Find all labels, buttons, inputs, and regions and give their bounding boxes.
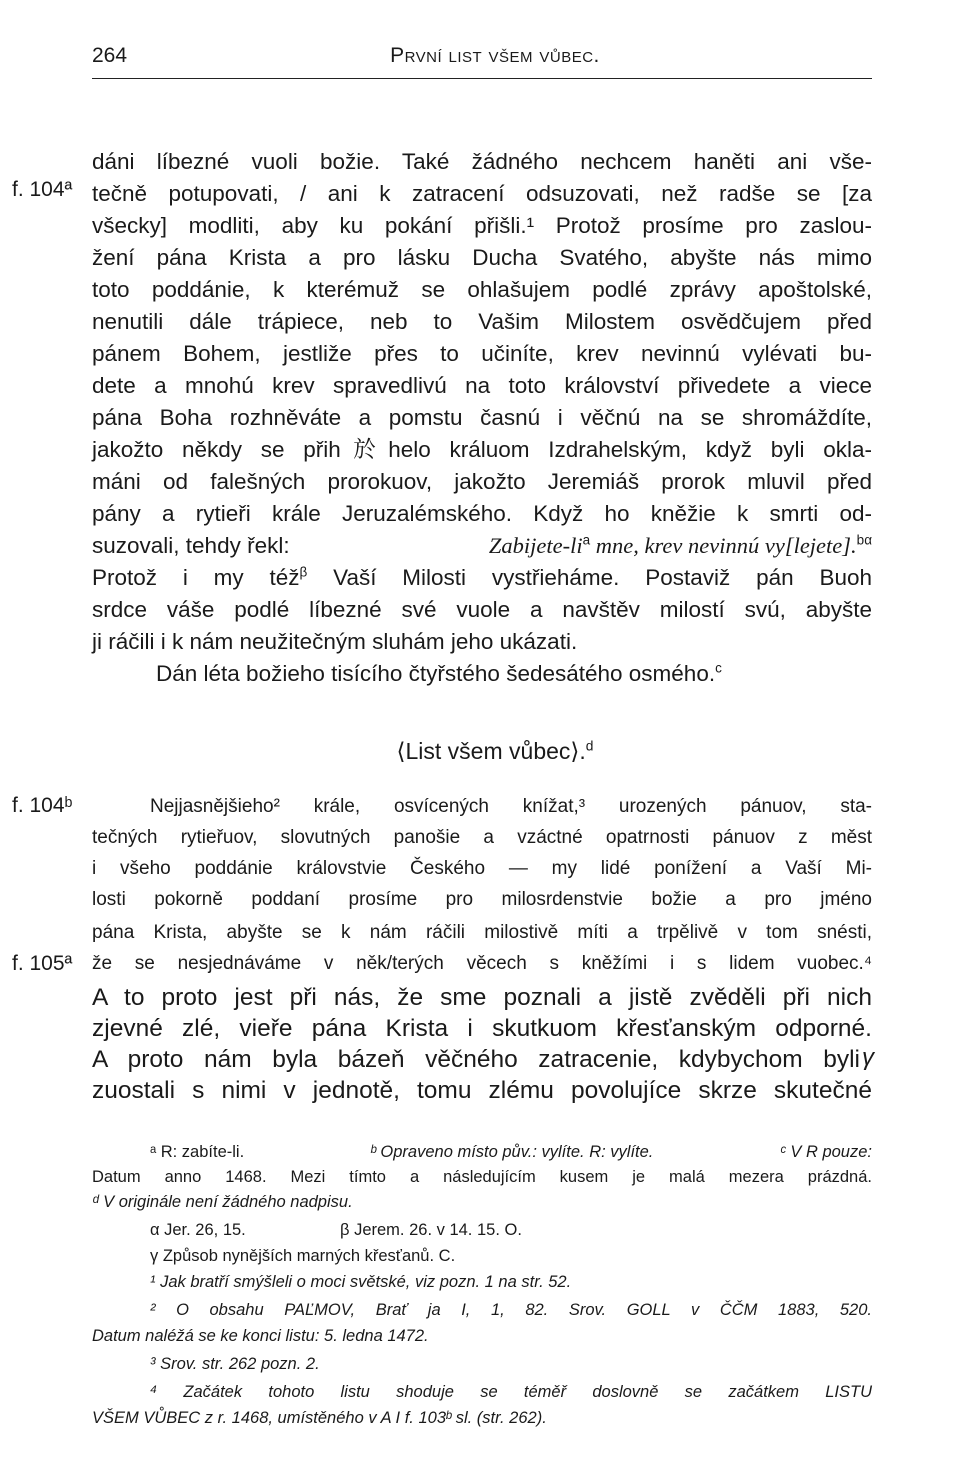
body-line-11: máni od falešných prorokuov, jakožto Jeremiáš prorok mluvil před [92, 469, 872, 494]
footnote-1: ¹ Jak bratří smýšleli o moci světské, viz pozn. 1 na str. 52. [150, 1273, 572, 1291]
section-heading: ⟨List všem vůbec⟩.$^d$ [396, 738, 594, 764]
body-line-13 [92, 530, 872, 562]
body-line-9: pána Boha rozhněváte a pomstu časnú i věčnú na se shromáždíte, [92, 405, 872, 430]
footnote-d: ᵈ V originále není žádného nadpisu. [92, 1193, 353, 1211]
letter-line-2: tečných rytieřuov, slovutných panošie a vzáctné opatrnosti pánuov z měst [92, 827, 872, 848]
letter-big-line-1: A to proto jest při nás, že sme poznali a jistě zvěděli při nich [92, 984, 872, 1011]
letter-line-5: pána Krista, abyšte se k nám ráčili milostivě míti a trpělivě v tom snésti, [92, 922, 872, 943]
body-line-2: tečně potupovati, / ani k zatracení odsuzovati, než radše se [za [92, 181, 872, 206]
margin-folio-104b: f. 104ᵇ [12, 794, 73, 817]
body-line-15: srdce váše podlé líbezné své vuole a navštěv milostí svú, abyšte [92, 597, 872, 622]
body-line-3: všecky] modliti, aby ku pokání přišli.¹ Protož prosíme pro zaslou- [92, 213, 872, 238]
page-number: 264 [92, 44, 128, 67]
footnote-4-cont: VŠEM VŮBEC z r. 1468, umístěného v A I f. 103ᵇ sl. (str. 262). [92, 1409, 547, 1427]
body-line-10: jakožto někdy se přih於helo králuom Izdrahelským, když byli okla- [92, 437, 872, 462]
body-line-6: nenutili dále trápiece, neb to Vašim Milostem osvědčujem před [92, 309, 872, 334]
footnote-beta: β Jerem. 26. v 14. 15. O. [340, 1221, 522, 1239]
running-title: První list všem vůbec. [390, 44, 600, 67]
body-line-12: pány a rytieři krále Jeruzalémského. Když ho kněžie k smrti od- [92, 501, 872, 526]
header-rule [92, 78, 872, 79]
body-line-8: dete a mnohú krev spravedlivú na toto království přivedete a viece [92, 373, 872, 398]
letter-line-3: i všeho poddánie královstvie Českého — my lidé ponížení a Vaší Mi- [92, 858, 872, 879]
body-line-16: ji ráčili i k nám neužitečným sluhám jeho ukázati. [92, 629, 578, 654]
footnote-line-2: Datum anno 1468. Mezi tímto a následujícím kusem je malá mezera prázdná. [92, 1168, 872, 1186]
letter-big-line-3: A proto nám byla bázeň věčného zatracenie, kdybychom byli [92, 1046, 860, 1073]
body-line-4: žení pána Krista a pro lásku Ducha Svatého, abyšte nás mimo [92, 245, 872, 270]
footnote-4: ⁴ Začátek tohoto listu shoduje se téměř doslovně se začátkem LISTU [150, 1383, 872, 1401]
body-line-7: pánem Bohem, jestliže přes to učiníte, krev nevinnú vylévati bu- [92, 341, 872, 366]
margin-folio-104a: f. 104ª [12, 178, 73, 201]
footnote-b: ᵇ Opraveno místo pův.: vylíte. R: vylíte. [370, 1143, 654, 1161]
footnote-alpha: α Jer. 26, 15. [150, 1221, 246, 1239]
letter-line-1: Nejjasnějšieho² krále, osvícených knížat,³ urozených pánuov, sta- [150, 796, 872, 817]
body-line-5: toto poddánie, k kterémuž se ohlašujem podlé zprávy apoštolské, [92, 277, 872, 302]
footnote-line-1 [150, 1140, 872, 1164]
footnote-a: ᵃ R: zabíte-li. [150, 1143, 245, 1161]
footnote-gamma: γ Způsob nynějších marných křesťanů. C. [150, 1247, 456, 1265]
footnote-c: ᶜ V R pouze: [779, 1143, 872, 1161]
body-line-13-text: suzovali, tehdy řekl: [92, 533, 290, 558]
margin-folio-105a: f. 105ª [12, 952, 73, 975]
footnote-2-cont: Datum naléžá se ke konci listu: 5. ledna 1472. [92, 1327, 429, 1345]
letter-line-6: že se nesjednáváme v něk/terých věcech s kněžími i s lidem vuobec.⁴ [92, 953, 872, 974]
footnote-2: ² O obsahu PAĽMOV, Brať ja I, 1, 82. Srov. GOLL v ČČM 1883, 520. [150, 1301, 872, 1319]
date-line: Dán léta božieho tisícího čtyřstého šedesátého osmého.$^c$ [156, 660, 722, 686]
letter-big-line-2: zjevné zlé, vieře pána Krista i skutkuom křesťanským odporné. [92, 1015, 872, 1042]
body-line-13-quote: Zabijete-$li^a$ mne, krev nevinnú vy[lejete].$^{b\alpha}$ [488, 532, 872, 558]
letter-line-4: losti pokorně poddaní prosíme pro milosrdenstvie božie a pro jméno [92, 889, 872, 910]
body-line-14: Protož i my též$^\beta$ Vaší Milosti vystřieháme. Postaviž pán Buoh [92, 564, 872, 590]
footnote-3: ³ Srov. str. 262 pozn. 2. [150, 1355, 320, 1373]
body-line-1: dáni líbezné vuoli božie. Také žádného nechcem haněti ani vše- [92, 149, 872, 174]
letter-big-line-4: zuostali s nimi v jednotě, tomu zlému povolujíce skrze skutečné [92, 1077, 872, 1104]
gamma-mark: γ [862, 1044, 874, 1071]
